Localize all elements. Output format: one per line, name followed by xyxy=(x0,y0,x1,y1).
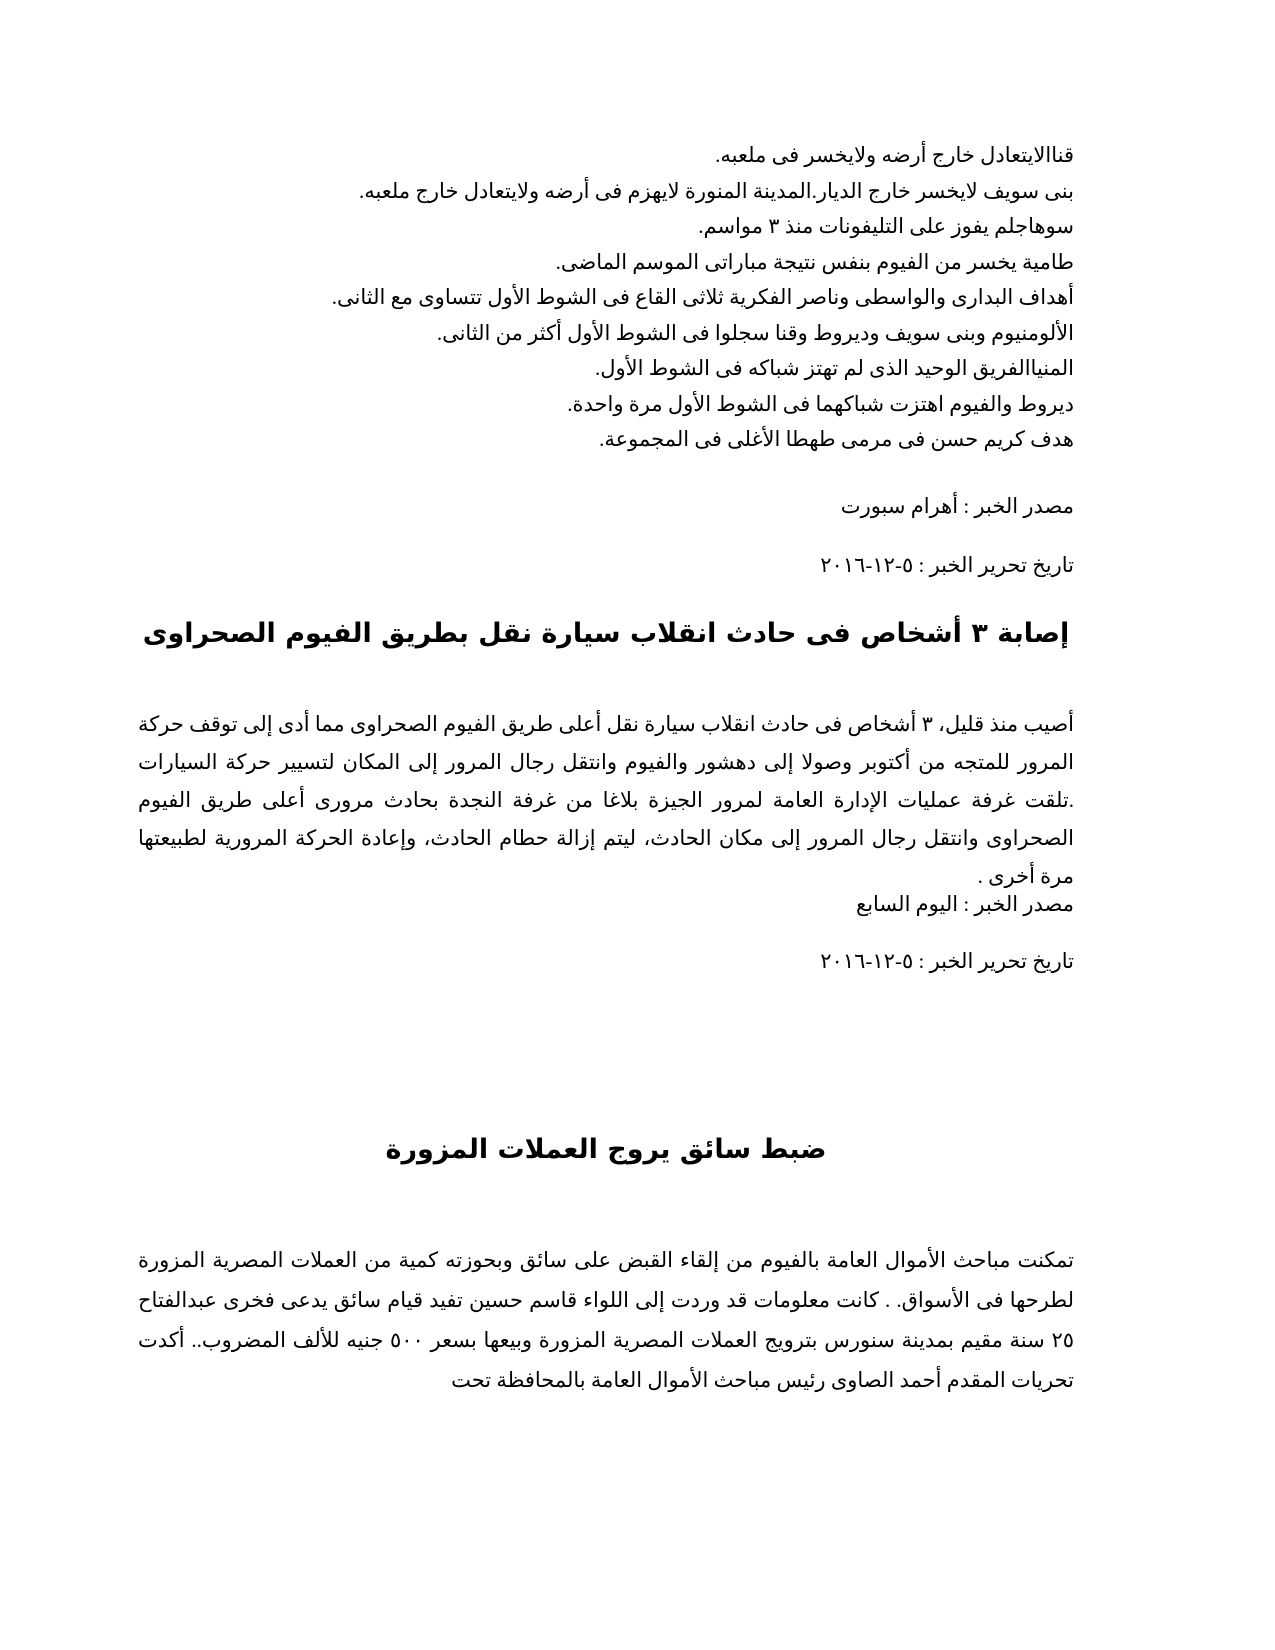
stat-line: طامية يخسر من الفيوم بنفس نتيجة مباراتى الموسم الماضى. xyxy=(555,249,1074,274)
stat-line: سوهاجلم يفوز على التليفونات منذ ٣ مواسم. xyxy=(698,214,1074,238)
news-source: مصدر الخبر : أهرام سبورت xyxy=(840,494,1074,518)
stat-line: هدف كريم حسن فى مرمى طهطا الأغلى فى المجموعة. xyxy=(599,427,1074,451)
stat-line: أهداف البدارى والواسطى وناصر الفكرية ثلاثى القاع فى الشوط الأول تتساوى مع الثانى. xyxy=(331,285,1074,309)
news-date: تاريخ تحرير الخبر : ٥-١٢-٢٠١٦ xyxy=(820,553,1074,577)
stat-line: قناالايتعادل خارج أرضه ولايخسر فى ملعبه. xyxy=(715,143,1074,167)
news-source: مصدر الخبر : اليوم السابع xyxy=(856,892,1074,916)
news-date: تاريخ تحرير الخبر : ٥-١٢-٢٠١٦ xyxy=(820,949,1074,973)
stat-line: ديروط والفيوم اهتزت شباكهما فى الشوط الأول مرة واحدة. xyxy=(567,391,1074,416)
article-paragraph: أصيب منذ قليل، ٣ أشخاص فى حادث انقلاب سيارة نقل أعلى طريق الفيوم الصحراوى مما أدى إلى توقف حركة المرور للمتجه من أكتوبر وصولا إلى دهشور والفيوم وانتقل رجال المرور إلى المكان لتسيير حركة السيارات .تلقت غرفة عمليات الإدارة العامة لمرور الجيزة بلاغا من غرفة النجدة بحادث مرورى أعلى طريق الفيوم الصحراوى وانتقل رجال المرور إلى مكان الحادث، ليتم إزالة حطام الحادث، وإعادة الحركة المرورية لطبيعتها مرة أخرى . xyxy=(138,712,1075,888)
team-stats-list xyxy=(138,138,1074,458)
article-paragraph: تمكنت مباحث الأموال العامة بالفيوم من إلقاء القبض على سائق وبحوزته كمية من العملات المصرية المزورة لطرحها فى الأسواق. . كانت معلومات قد وردت إلى اللواء قاسم حسين تفيد قيام سائق يدعى فخرى عبدالفتاح ٢٥ سنة مقيم بمدينة سنورس بترويج العملات المصرية المزورة وبيعها بسعر ٥٠٠ جنيه للألف المضروب.. أكدت تحريات المقدم أحمد الصاوى رئيس مباحث الأموال العامة بالمحافظة تحت xyxy=(138,1248,1074,1392)
article-body xyxy=(138,1240,1074,1400)
stat-line: الألومنيوم وبنى سويف وديروط وقنا سجلوا فى الشوط الأول أكثر من الثانى. xyxy=(436,320,1074,345)
article-body xyxy=(138,705,1074,895)
stat-line: المنياالفريق الوحيد الذى لم تهتز شباكه فى الشوط الأول. xyxy=(594,356,1074,380)
article-headline: إصابة ٣ أشخاص فى حادث انقلاب سيارة نقل بطريق الفيوم الصحراوى xyxy=(142,618,1070,649)
article-headline: ضبط سائق يروج العملات المزورة xyxy=(385,1134,827,1165)
stat-line: بنى سويف لايخسر خارج الديار.المدينة المنورة لايهزم فى أرضه ولايتعادل خارج ملعبه. xyxy=(358,178,1074,203)
